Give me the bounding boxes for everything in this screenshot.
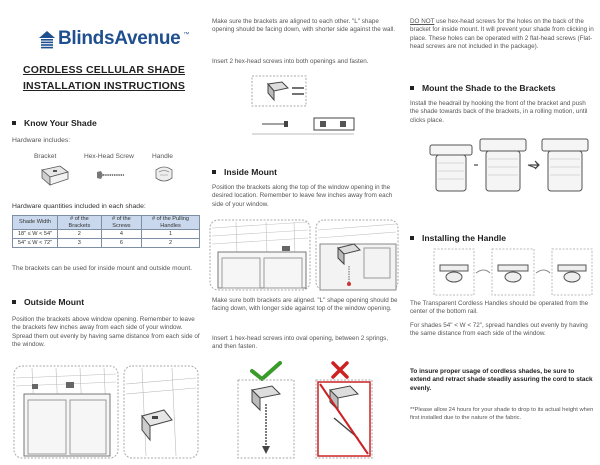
hardware-item-handle: Handle	[152, 153, 173, 160]
screw-fasten-illustration	[248, 74, 358, 142]
allow-24-hours-text: **Please allow 24 hours for your shade to drop to its actual height when first installed due to the nature of the fabric.	[410, 407, 594, 421]
table-header: Shade Width	[13, 216, 58, 230]
handle-heading-text: Installing the Handle	[422, 233, 507, 243]
table-row	[13, 230, 200, 239]
hardware-label: Hardware includes:	[12, 137, 71, 144]
inside-heading-text: Inside Mount	[224, 167, 277, 177]
insert-oval-text: Insert 1 hex-head screws into oval opening, between 2 springs, and then fasten.	[212, 335, 389, 351]
outside-text: Position the brackets above window opening. Remember to leave the brackets few inches away from each side of your window. Spread them out evenly by having same distance from each side of the window.	[12, 316, 200, 349]
brand-logo	[38, 28, 189, 50]
cross-icon	[330, 360, 350, 380]
outside-heading	[12, 297, 84, 307]
column-right	[404, 0, 596, 465]
qty-heading: Hardware quantities included in each shade:	[12, 203, 146, 210]
title-line-1: CORDLESS CELLULAR SHADE	[22, 64, 186, 76]
mount-heading	[410, 83, 556, 93]
table-cell: 3	[58, 239, 102, 248]
brand-name: BlindsAvenue	[58, 28, 181, 49]
inside-text: Position the brackets along the top of the window opening in the desired location. Remember to leave few inches away from each side of your window.	[212, 184, 393, 208]
table-cell: 2	[58, 230, 102, 239]
title-line-2: INSTALLATION INSTRUCTIONS	[22, 80, 186, 92]
hardware-item-screw: Hex-Head Screw	[84, 153, 134, 160]
correct-screw-illustration	[236, 378, 296, 460]
mount-shade-illustration	[426, 135, 594, 197]
hardware-table	[12, 215, 200, 248]
bracket-note: The brackets can be used for inside mount and outside mount.	[12, 265, 192, 272]
insert-screws-text: Insert 2 hex-head screws into both openings and fasten.	[212, 58, 369, 65]
hardware-item-bracket: Bracket	[34, 153, 57, 160]
bullet-square-icon	[12, 300, 16, 304]
aligned-text-outside: Make sure the brackets are aligned to each other. "L" shape opening should be facing down, with shorter side against the wall.	[212, 18, 396, 34]
outside-heading-text: Outside Mount	[24, 297, 85, 307]
table-header: # of the Pulling Handles	[142, 216, 200, 230]
table-cell: 6	[101, 239, 141, 248]
handle-spread-text: For shades 54" < W < 72", spread handles out evenly by having the same distance from each side of the window.	[410, 322, 588, 338]
bullet-square-icon	[410, 86, 414, 90]
table-header-row	[13, 216, 200, 230]
house-logo-icon	[38, 30, 56, 50]
inside-mount-illustration	[208, 218, 400, 292]
column-left	[6, 0, 202, 465]
table-row	[13, 239, 200, 248]
bullet-square-icon	[12, 121, 16, 125]
mount-heading-text: Mount the Shade to the Brackets	[422, 83, 556, 93]
know-heading-text: Know Your Shade	[24, 118, 97, 128]
outside-mount-illustration	[12, 364, 200, 460]
incorrect-screw-illustration	[314, 378, 374, 460]
warning-body: use hex-head screws for the holes on the back of the bracket for inside mount. It will prevent your shade from clicking in place. These holes can be operated with 2 flat-head screws (Flat-head screws are not included in the package).	[410, 18, 594, 51]
warning-text	[410, 18, 594, 52]
handle-center-text: The Transparent Cordless Handles should be operated from the center of the bottom rail.	[410, 300, 589, 316]
table-cell: 18" ≤ W < 54"	[13, 230, 58, 239]
table-cell: 54" ≤ W < 72"	[13, 239, 58, 248]
know-heading	[12, 118, 97, 128]
bullet-square-icon	[410, 236, 414, 240]
handle-icon	[150, 164, 178, 186]
mount-text: Install the headrail by hooking the front of the bracket and push the shade towards back of the brackets, in a rolling motion, until clicks place.	[410, 100, 588, 124]
warning-emphasis: DO NOT	[410, 18, 435, 25]
hex-screw-icon	[96, 170, 126, 180]
table-cell: 2	[142, 239, 200, 248]
handle-heading	[410, 233, 506, 243]
brand-trademark: ™	[183, 32, 190, 38]
table-header: # of the Screws	[101, 216, 141, 230]
inside-heading	[212, 167, 277, 177]
table-cell: 4	[101, 230, 141, 239]
proper-usage-text: To insure proper usage of cordless shades, be sure to extend and retract shade steadily assuring the cord to stack evenly.	[410, 368, 593, 392]
bullet-square-icon	[212, 170, 216, 174]
column-middle	[206, 0, 400, 465]
bracket-icon	[38, 164, 72, 188]
handle-install-illustration	[432, 247, 594, 297]
table-header: # of the Brackets	[58, 216, 102, 230]
table-cell: 1	[142, 230, 200, 239]
aligned-text-inside: Make sure both brackets are aligned. "L" shape opening should be facing down, with longer side against top of the window opening.	[212, 297, 398, 313]
